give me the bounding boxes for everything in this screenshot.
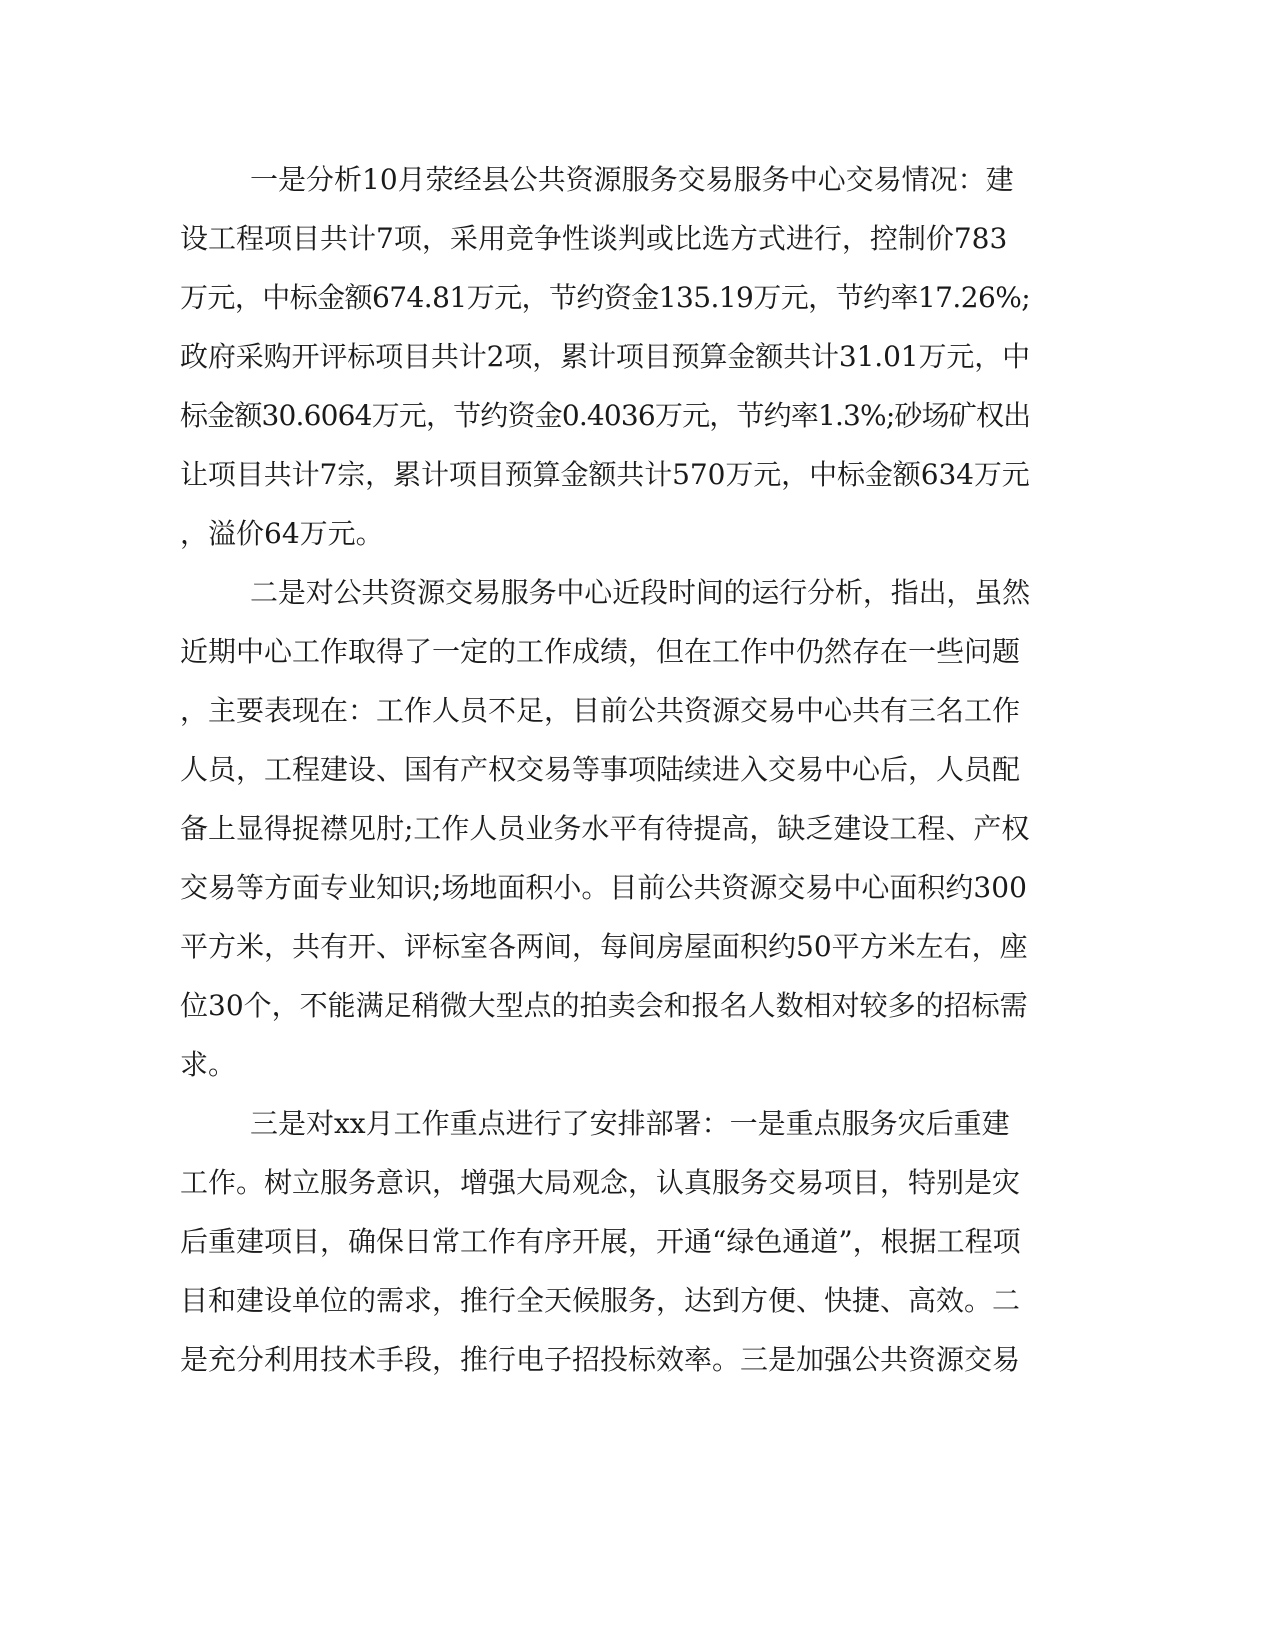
paragraph-2-line: 交易等方面专业知识;场地面积小。目前公共资源交易中心面积约300 [180,871,1027,904]
paragraph-1-line: 万元，中标金额674.81万元，节约资金135.19万元，节约率17.26%; [180,281,1031,314]
paragraph-2-line: 位30个，不能满足稍微大型点的拍卖会和报名人数相对较多的招标需 [180,989,1028,1022]
paragraph-3-line: 后重建项目，确保日常工作有序开展，开通“绿色通道”，根据工程项 [180,1225,1021,1258]
paragraph-2-line: 人员，工程建设、国有产权交易等事项陆续进入交易中心后，人员配 [180,753,1021,786]
paragraph-2-line: 平方米，共有开、评标室各两间，每间房屋面积约50平方米左右，座 [180,930,1028,963]
paragraph-2-line: 备上显得捉襟见肘;工作人员业务水平有待提高，缺乏建设工程、产权 [180,812,1030,845]
paragraph-1-line: ，溢价64万元。 [180,517,384,550]
paragraph-2-line: 近期中心工作取得了一定的工作成绩，但在工作中仍然存在一些问题 [180,635,1021,668]
paragraph-2-line: 求。 [180,1048,237,1081]
paragraph-3-line: 三是对xx月工作重点进行了安排部署：一是重点服务灾后重建 [250,1107,1010,1140]
paragraph-1-line: 标金额30.6064万元，节约资金0.4036万元，节约率1.3%;砂场矿权出 [180,399,1031,432]
paragraph-3-line: 是充分利用技术手段，推行电子招投标效率。三是加强公共资源交易 [180,1343,1021,1376]
paragraph-1-line: 政府采购开评标项目共计2项，累计项目预算金额共计31.01万元，中 [180,340,1030,373]
paragraph-2-line: ，主要表现在：工作人员不足，目前公共资源交易中心共有三名工作 [180,694,1021,727]
paragraph-1-line: 让项目共计7宗，累计项目预算金额共计570万元，中标金额634万元 [180,458,1030,491]
paragraph-1-line: 设工程项目共计7项，采用竞争性谈判或比选方式进行，控制价783 [180,222,1008,255]
paragraph-2-line: 二是对公共资源交易服务中心近段时间的运行分析，指出，虽然 [250,576,1031,609]
paragraph-3-line: 目和建设单位的需求，推行全天候服务，达到方便、快捷、高效。二 [180,1284,1021,1317]
paragraph-3-line: 工作。树立服务意识，增强大局观念，认真服务交易项目，特别是灾 [180,1166,1021,1199]
paragraph-1-line: 一是分析10月荥经县公共资源服务交易服务中心交易情况：建 [250,163,1014,196]
